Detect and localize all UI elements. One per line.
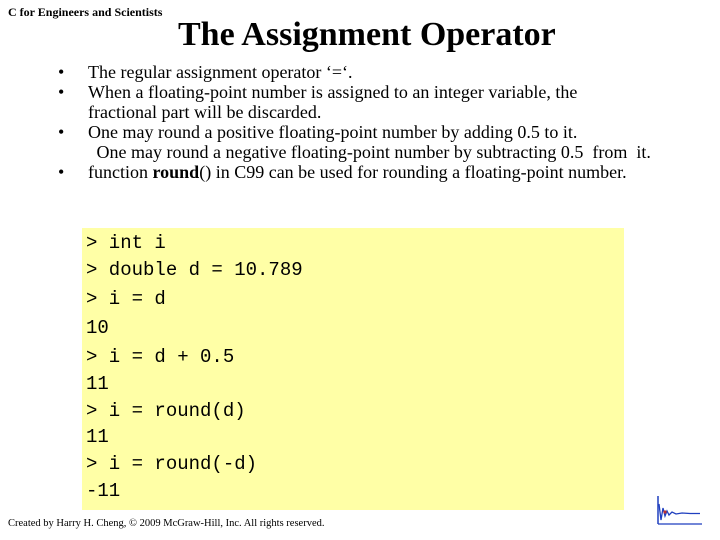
bullet-marker: • [58,62,65,82]
bullet-text-suffix: () in C99 can be used for rounding a floating-point number. [199,162,627,182]
code-line: -11 [86,480,121,502]
code-box [82,228,624,510]
bullet-continuation: One may round a negative floating-point number by subtracting 0.5 from it. [92,142,651,162]
bullet-marker: • [58,82,65,102]
code-line: 10 [86,317,109,339]
signal-wave-logo-icon [656,494,704,528]
course-label: C for Engineers and Scientists [8,5,163,19]
slide-title: The Assignment Operator [178,16,556,53]
bullet-marker: • [58,122,65,142]
footer-copyright: Created by Harry H. Cheng, © 2009 McGraw-Hill, Inc. All rights reserved. [8,518,325,529]
bullet-text: When a floating-point number is assigned to an integer variable, the [88,82,578,102]
code-line: > i = round(-d) [86,453,258,475]
code-line: 11 [86,426,109,448]
code-line: > int i [86,232,166,254]
bullet-text-bold: round [152,162,200,182]
code-line: 11 [86,373,109,395]
code-line: > i = round(d) [86,400,246,422]
bullet-text: One may round a positive floating-point number by adding 0.5 to it. [88,122,578,142]
bullet-item [58,162,718,182]
code-line: > i = d + 0.5 [86,346,235,368]
bullet-text-prefix: function [88,162,153,182]
bullet-continuation: fractional part will be discarded. [88,102,322,122]
bullet-marker: • [58,162,65,182]
bullet-item [58,82,718,122]
bullet-item [58,62,718,82]
code-line: > i = d [86,288,166,310]
code-line: > double d = 10.789 [86,259,303,281]
bullet-text: The regular assignment operator ‘=‘. [88,62,353,82]
bullet-item [58,122,718,162]
bullet-list [58,62,718,182]
